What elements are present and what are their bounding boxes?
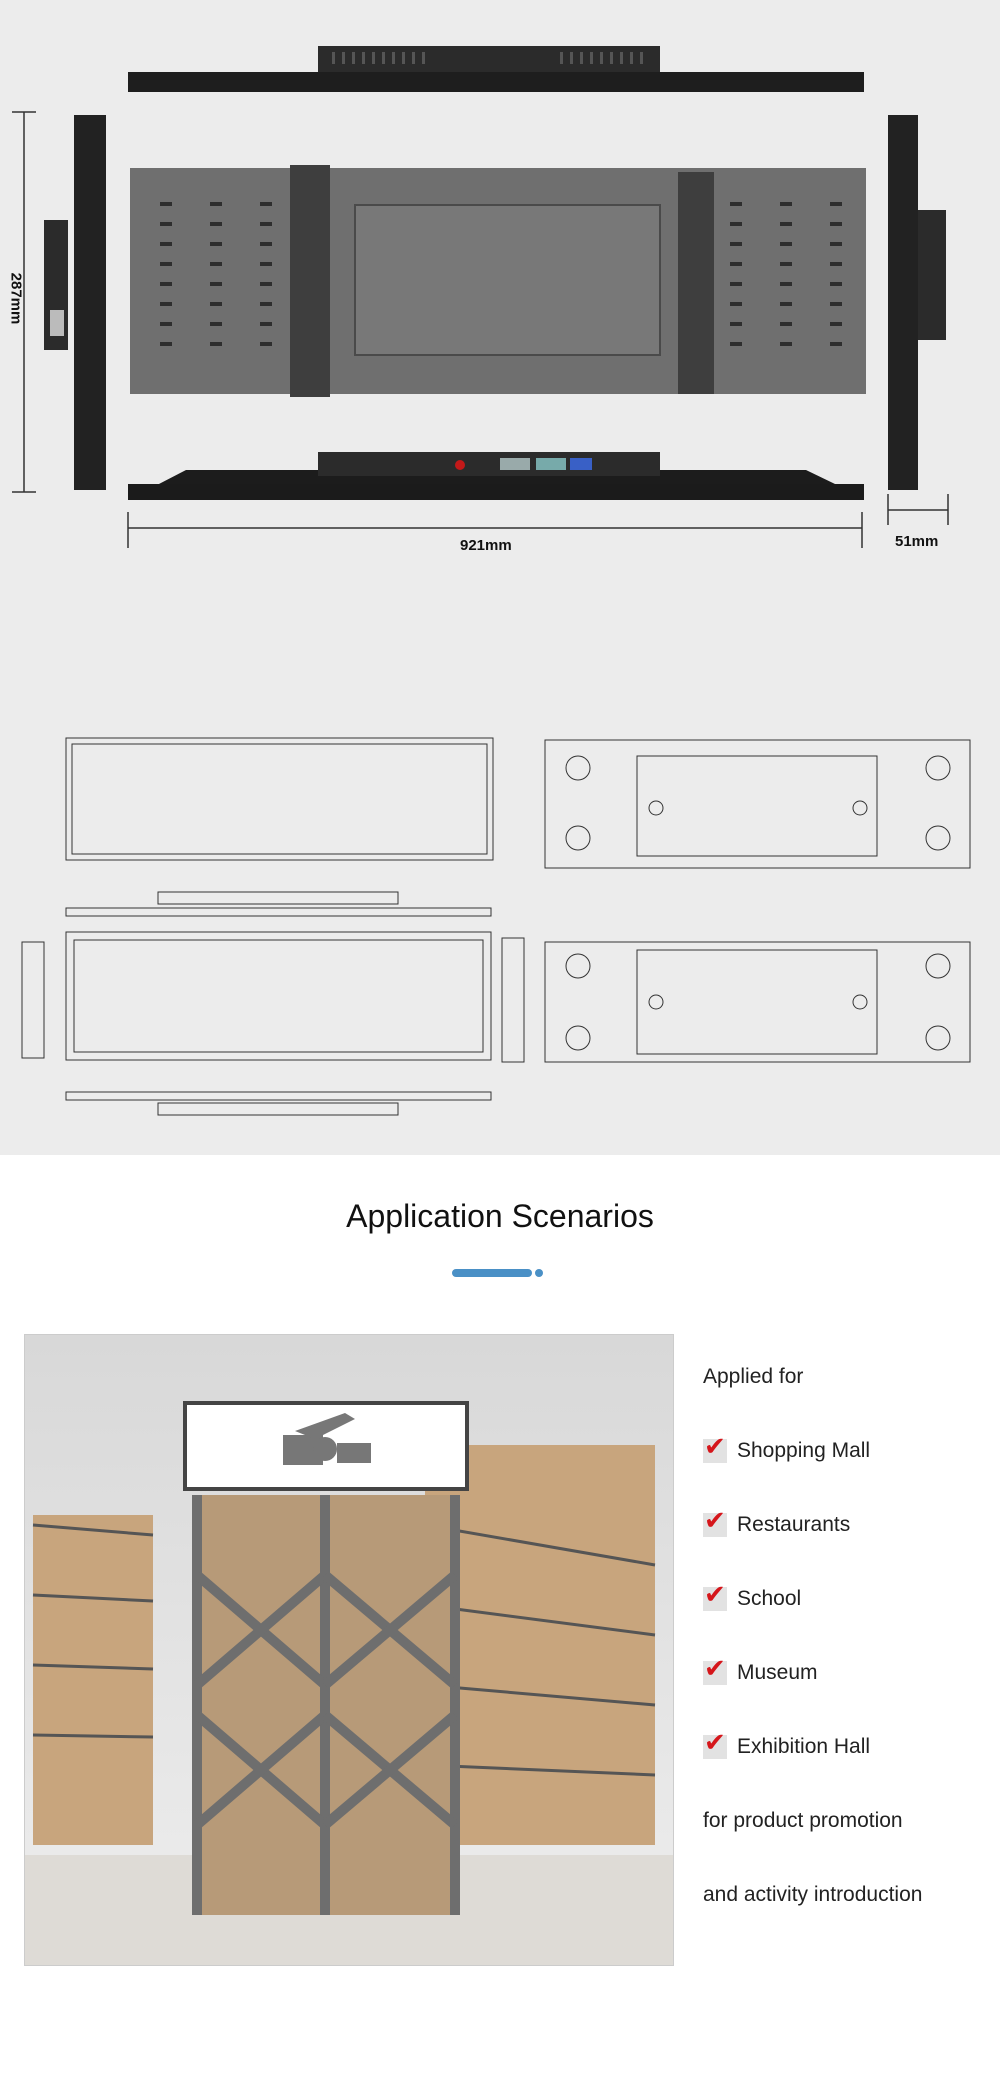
front-outline-drawing	[66, 738, 493, 860]
right-side-view	[888, 115, 948, 525]
title-underline	[452, 1269, 532, 1277]
list-item	[703, 1414, 993, 1488]
warehouse-shelf-display-photo	[24, 1334, 674, 1966]
red-check-icon: ✔	[704, 1727, 726, 1757]
rear-view	[130, 165, 866, 397]
list-item-label: Shopping Mall	[737, 1439, 871, 1462]
section-title: Application Scenarios	[346, 1198, 654, 1234]
list-outro-2: and activity introduction	[703, 1883, 923, 1906]
list-item	[703, 1562, 993, 1636]
list-item	[703, 1488, 993, 1562]
top-view	[128, 46, 864, 92]
title-dot	[535, 1269, 543, 1277]
red-check-icon: ✔	[704, 1431, 726, 1461]
list-item-label: School	[737, 1587, 802, 1610]
monitor-product-photos	[0, 0, 1000, 560]
list-item	[703, 1710, 993, 1784]
red-check-icon: ✔	[704, 1505, 726, 1535]
list-outro-1: for product promotion	[703, 1809, 903, 1832]
mount-drawing	[545, 942, 970, 1062]
list-item-label: Restaurants	[737, 1513, 851, 1536]
bottom-view	[128, 452, 864, 548]
list-item	[703, 1636, 993, 1710]
width-dimension-label: 921mm	[460, 537, 512, 554]
rear-panel-drawing	[545, 740, 970, 868]
red-check-icon: ✔	[704, 1653, 726, 1683]
list-intro: Applied for	[703, 1365, 804, 1388]
assembly-drawing	[22, 892, 524, 1115]
red-check-icon: ✔	[704, 1579, 726, 1609]
list-item-label: Museum	[737, 1661, 818, 1684]
technical-drawings	[0, 720, 1000, 1140]
height-dimension-label: 287mm	[7, 272, 25, 325]
scenario-list	[703, 1340, 993, 1932]
list-item-label: Exhibition Hall	[737, 1735, 871, 1758]
left-side-view	[12, 112, 106, 492]
depth-dimension-label: 51mm	[895, 533, 939, 550]
